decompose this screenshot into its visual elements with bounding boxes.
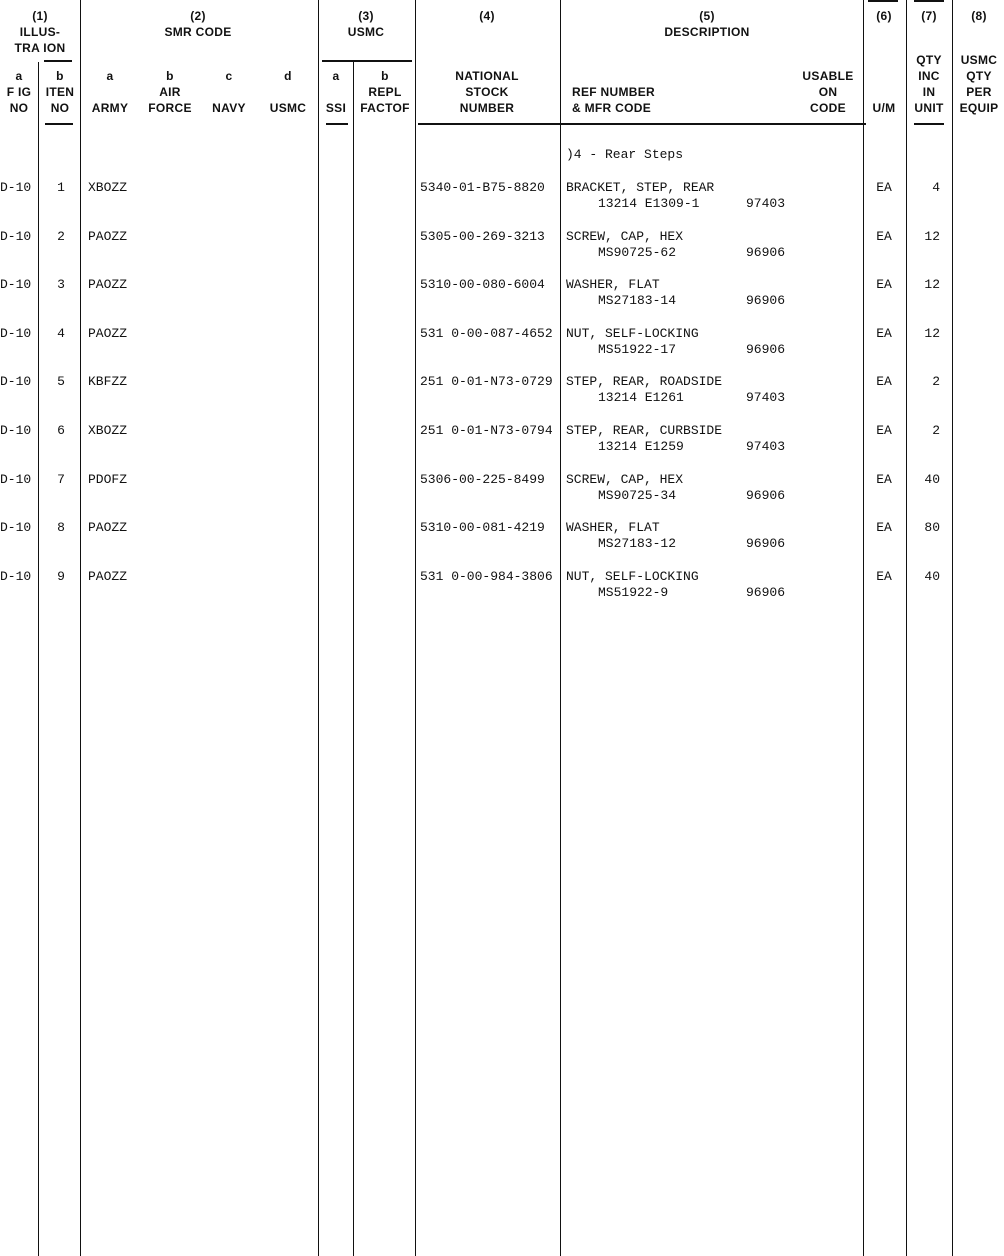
fig-number: D-10 <box>0 229 32 244</box>
header-rule <box>418 123 866 125</box>
item-number: 9 <box>57 569 65 584</box>
col2-number: (2) <box>190 9 206 23</box>
fig-number: D-10 <box>0 423 32 438</box>
col4-number: (4) <box>479 9 495 23</box>
col5-number: (5) <box>699 9 715 23</box>
item-number: 3 <box>57 277 65 292</box>
national-stock-number: 5310-00-080-6004 <box>420 277 545 292</box>
national-stock-number: 5306-00-225-8499 <box>420 472 545 487</box>
item-number: 5 <box>57 374 65 389</box>
reference-number: MS90725-62 <box>598 245 677 260</box>
fig-number: D-10 <box>0 326 32 341</box>
smr-code: PDOFZ <box>88 472 128 487</box>
unit-of-measure: EA <box>876 229 892 244</box>
col3-number: (3) <box>358 9 374 23</box>
col1-title: ILLUS- TRA ION <box>14 25 66 55</box>
col1b-header: b ITEN NO <box>45 69 75 115</box>
quantity: 12 <box>924 229 940 244</box>
col6-number: (6) <box>876 9 892 23</box>
mfr-code: 96906 <box>746 342 786 357</box>
unit-of-measure: EA <box>876 374 892 389</box>
group-title: )4 - Rear Steps <box>566 147 684 162</box>
item-number: 7 <box>57 472 65 487</box>
quantity: 80 <box>924 520 940 535</box>
col3b-header: b REPL FACTOF <box>360 69 410 115</box>
part-description: WASHER, FLAT <box>566 520 660 535</box>
mfr-code: 96906 <box>746 245 786 260</box>
unit-of-measure: EA <box>876 277 892 292</box>
col2c-header: c NAVY <box>212 69 246 115</box>
header-underline <box>45 123 73 125</box>
smr-code: PAOZZ <box>88 229 128 244</box>
mfr-code: 96906 <box>746 536 786 551</box>
unit-of-measure: EA <box>876 472 892 487</box>
mfr-code: 97403 <box>746 439 786 454</box>
col7-title: QTY INC IN UNIT <box>914 53 944 115</box>
col2a-header: a ARMY <box>91 69 129 115</box>
col-divider <box>560 0 561 1256</box>
quantity: 2 <box>932 374 940 389</box>
col8-title: USMC QTY PER EQUIP <box>959 53 999 115</box>
item-number: 1 <box>57 180 65 195</box>
smr-code: KBFZZ <box>88 374 128 389</box>
quantity: 12 <box>924 277 940 292</box>
national-stock-number: 5310-00-081-4219 <box>420 520 545 535</box>
col-divider <box>415 0 416 1256</box>
item-number: 8 <box>57 520 65 535</box>
col-divider <box>38 62 39 1256</box>
reference-number: 13214 E1309-1 <box>598 196 700 211</box>
header-underline <box>868 0 898 2</box>
header-underline <box>44 60 72 62</box>
col7-number: (7) <box>921 9 937 23</box>
national-stock-number: 251 0-01-N73-0794 <box>420 423 553 438</box>
fig-number: D-10 <box>0 277 32 292</box>
col8-number: (8) <box>971 9 987 23</box>
part-description: NUT, SELF-LOCKING <box>566 326 699 341</box>
mfr-code: 96906 <box>746 293 786 308</box>
item-number: 6 <box>57 423 65 438</box>
col5-title: DESCRIPTION <box>664 25 750 39</box>
part-description: NUT, SELF-LOCKING <box>566 569 699 584</box>
col6-title: U/M <box>872 101 896 115</box>
fig-number: D-10 <box>0 472 32 487</box>
unit-of-measure: EA <box>876 423 892 438</box>
item-number: 4 <box>57 326 65 341</box>
col-divider <box>80 0 81 1256</box>
col-divider <box>863 0 864 1256</box>
col-divider <box>353 62 354 1256</box>
col-divider <box>952 0 953 1256</box>
reference-number: MS51922-17 <box>598 342 677 357</box>
header-underline <box>914 123 944 125</box>
reference-number: MS27183-14 <box>598 293 677 308</box>
part-description: STEP, REAR, ROADSIDE <box>566 374 723 389</box>
reference-number: 13214 E1261 <box>598 390 684 405</box>
quantity: 40 <box>924 569 940 584</box>
mfr-code: 97403 <box>746 196 786 211</box>
header-underline <box>914 0 944 2</box>
reference-number: MS51922-9 <box>598 585 669 600</box>
national-stock-number: 531 0-00-087-4652 <box>420 326 553 341</box>
fig-number: D-10 <box>0 374 32 389</box>
part-description: SCREW, CAP, HEX <box>566 472 684 487</box>
col5-ref-header: REF NUMBER & MFR CODE <box>572 85 655 115</box>
quantity: 4 <box>932 180 940 195</box>
col2d-header: d USMC <box>269 69 307 115</box>
col3a-header: a SSI <box>325 69 347 115</box>
col2-title: SMR CODE <box>164 25 232 39</box>
smr-code: PAOZZ <box>88 520 128 535</box>
national-stock-number: 5305-00-269-3213 <box>420 229 545 244</box>
fig-number: D-10 <box>0 520 32 535</box>
reference-number: MS27183-12 <box>598 536 677 551</box>
national-stock-number: 251 0-01-N73-0729 <box>420 374 553 389</box>
mfr-code: 96906 <box>746 488 786 503</box>
national-stock-number: 531 0-00-984-3806 <box>420 569 553 584</box>
part-description: BRACKET, STEP, REAR <box>566 180 715 195</box>
part-description: SCREW, CAP, HEX <box>566 229 684 244</box>
smr-code: PAOZZ <box>88 569 128 584</box>
header-underline <box>322 60 412 62</box>
quantity: 2 <box>932 423 940 438</box>
col4-title: NATIONAL STOCK NUMBER <box>455 69 519 115</box>
col1-number: (1) <box>32 9 48 23</box>
item-number: 2 <box>57 229 65 244</box>
mfr-code: 97403 <box>746 390 786 405</box>
smr-code: PAOZZ <box>88 277 128 292</box>
col3-title: USMC <box>347 25 385 39</box>
part-description: STEP, REAR, CURBSIDE <box>566 423 723 438</box>
smr-code: XBOZZ <box>88 423 128 438</box>
smr-code: PAOZZ <box>88 326 128 341</box>
mfr-code: 96906 <box>746 585 786 600</box>
smr-code: XBOZZ <box>88 180 128 195</box>
unit-of-measure: EA <box>876 569 892 584</box>
reference-number: 13214 E1259 <box>598 439 684 454</box>
col1a-header: a F IG NO <box>6 69 32 115</box>
quantity: 12 <box>924 326 940 341</box>
unit-of-measure: EA <box>876 520 892 535</box>
col5-usable-header: USABLE ON CODE <box>802 69 854 115</box>
part-description: WASHER, FLAT <box>566 277 660 292</box>
fig-number: D-10 <box>0 569 32 584</box>
header-underline <box>326 123 348 125</box>
col2b-header: b AIR FORCE <box>148 69 192 115</box>
fig-number: D-10 <box>0 180 32 195</box>
national-stock-number: 5340-01-B75-8820 <box>420 180 545 195</box>
unit-of-measure: EA <box>876 180 892 195</box>
reference-number: MS90725-34 <box>598 488 677 503</box>
col-divider <box>318 0 319 1256</box>
col-divider <box>906 0 907 1256</box>
quantity: 40 <box>924 472 940 487</box>
unit-of-measure: EA <box>876 326 892 341</box>
